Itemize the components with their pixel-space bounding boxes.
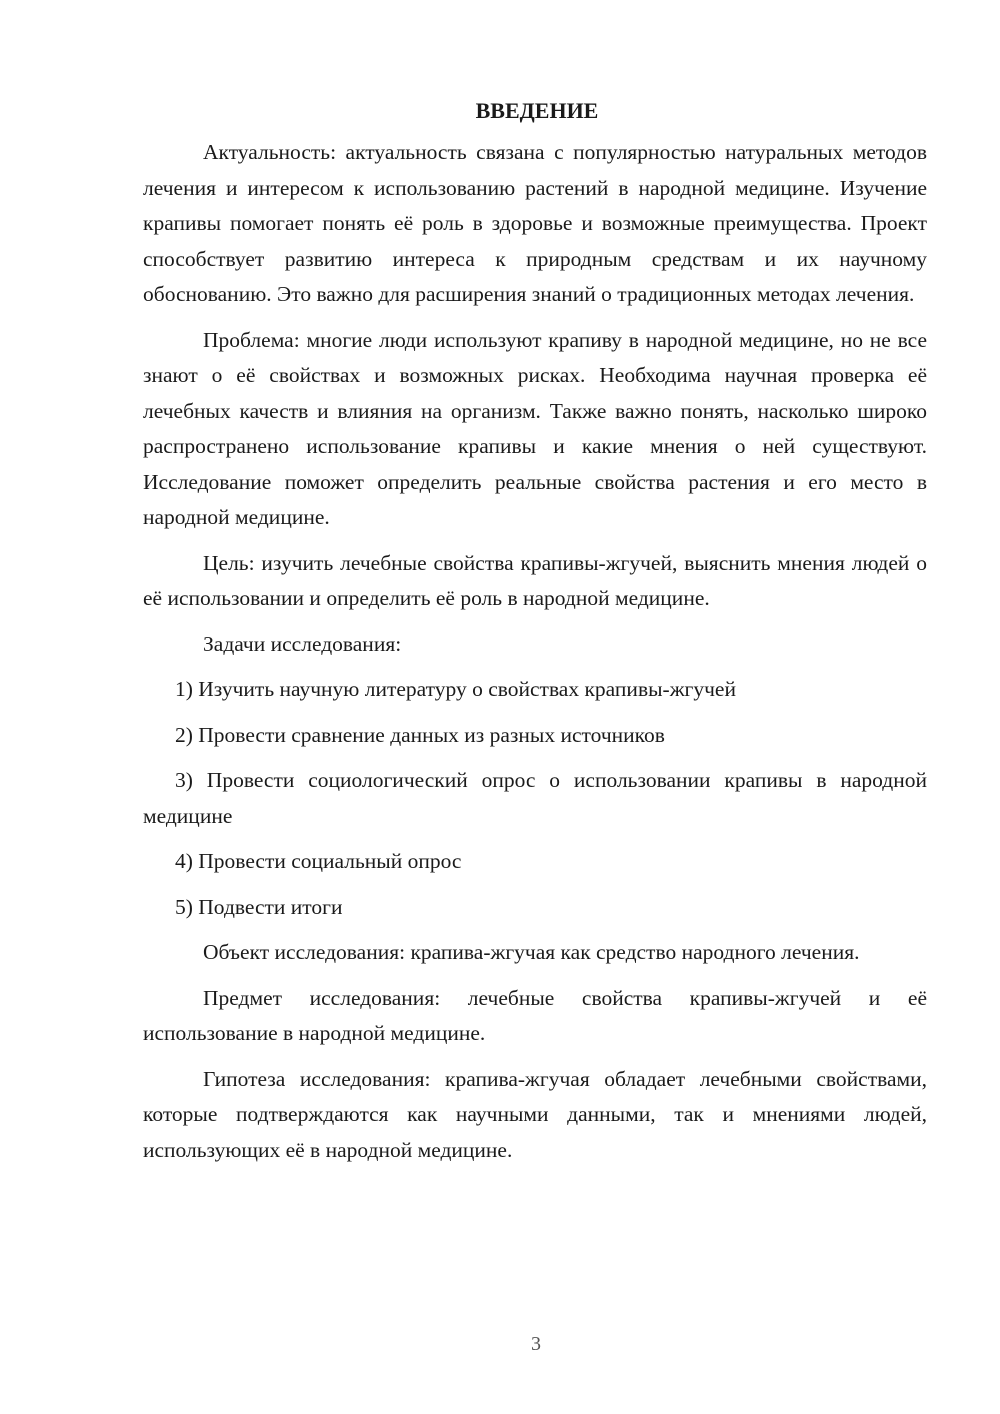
paragraph-subject: Предмет исследования: лечебные свойства крапивы-жгучей и её использование в народной медицине. <box>143 985 927 1045</box>
task-item-3: 3) Провести социологический опрос о использовании крапивы в народной медицине <box>143 768 927 828</box>
task-item-4: 4) Провести социальный опрос <box>175 849 462 873</box>
task-item-5: 5) Подвести итоги <box>175 894 343 919</box>
task-item-2: 2) Провести сравнение данных из разных источников <box>175 722 665 747</box>
page-content <box>143 97 927 1168</box>
tasks-title: Задачи исследования: <box>203 631 402 656</box>
paragraph-goal: Цель: изучить лечебные свойства крапивы-жгучей, выяснить мнения людей о её использовании и определить её роль в народной медицине. <box>143 550 927 610</box>
paragraph-hypothesis: Гипотеза исследования: крапива-жгучая обладает лечебными свойствами, которые подтверждаются как научными данными, так и мнениями людей, использующих её в народной медицине. <box>143 1066 927 1162</box>
page-number: 3 <box>531 1333 541 1355</box>
section-heading: ВВЕДЕНИЕ <box>475 98 599 123</box>
paragraph-relevance: Актуальность: актуальность связана с популярностью натуральных методов лечения и интересом к использованию растений в народной медицине. Изучение крапивы помогает понять её роль в здоровье и возможные преимущества. Проект способствует развитию интереса к природным средствам и их научному обоснованию. Это важно для расширения знаний о традиционных методах лечения. <box>143 140 927 306</box>
paragraph-object: Объект исследования: крапива-жгучая как средство народного лечения. <box>203 940 860 964</box>
task-item-1: 1) Изучить научную литературу о свойствах крапивы-жгучей <box>175 677 736 701</box>
paragraph-problem: Проблема: многие люди используют крапиву в народной медицине, но не все знают о её свойствах и возможных рисках. Необходима научная проверка её лечебных качеств и влияния на организм. Также важно понять, насколько широко распространено использование крапивы и какие мнения о ней существуют. Исследование поможет определить реальные свойства растения и его место в народной медицине. <box>143 327 927 529</box>
